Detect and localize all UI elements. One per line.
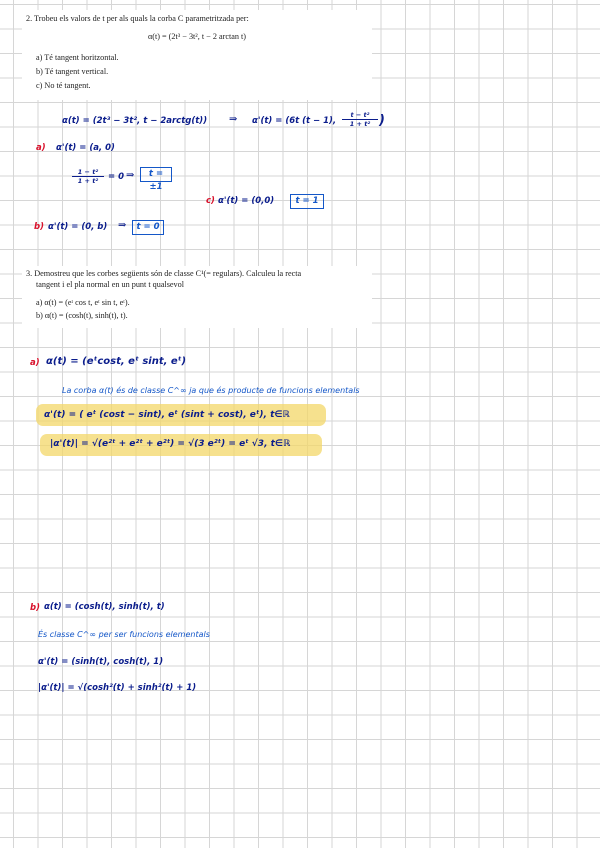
- work3b-label: b): [30, 603, 40, 613]
- work2-a-arrow: ⇒: [126, 170, 135, 181]
- work2-derivative-frac-den: 1 + t²: [342, 119, 378, 128]
- work2-a-frac-den: 1 + t²: [72, 176, 104, 185]
- work2-c-label: c): [206, 196, 215, 206]
- work2-b-result-box: t = 0: [132, 220, 164, 235]
- problem-2-statement: [22, 10, 372, 100]
- work3b-norm: |α'(t)| = √(cosh²(t) + sinh²(t) + 1): [38, 683, 197, 693]
- problem-3-text-line2: tangent i el pla normal en un punt t qualsevol: [36, 280, 185, 289]
- work3b-class-sentence: És classe C^∞ per ser funcions elementals: [38, 630, 210, 639]
- work2-c-result-box: t = 1: [290, 194, 324, 209]
- work2-c-equation: α'(t) = (0,0): [218, 196, 275, 206]
- problem-3-item-b: b) α(t) = (cosh(t), sinh(t), t).: [36, 311, 128, 320]
- work3b-alpha: α(t) = (cosh(t), sinh(t), t): [44, 602, 165, 612]
- work2-a-equation: α'(t) = (a, 0): [56, 143, 115, 153]
- work2-a-equals-zero: = 0: [108, 172, 124, 182]
- work2-close-paren: ): [379, 113, 385, 128]
- work2-derivative-fraction: [342, 111, 378, 128]
- work3a-label: a): [30, 358, 40, 368]
- work2-b-label: b): [34, 222, 44, 232]
- work2-derivative: α'(t) = (6t (t − 1),: [252, 116, 337, 126]
- problem-2-text: 2. Trobeu els valors de t per als quals la corba C parametritzada per:: [26, 14, 249, 23]
- work2-alpha-def: α(t) = (2t³ − 3t², t − 2arctg(t)): [62, 116, 208, 126]
- problem-3-text-line1: 3. Demostreu que les corbes següents són de classe C¹(= regulars). Calculeu la recta: [26, 269, 302, 278]
- work3a-alpha: α(t) = (eᵗcost, eᵗ sint, eᵗ): [46, 356, 187, 367]
- work2-derivative-frac-num: t − t²: [350, 111, 370, 119]
- work3a-class-sentence: La corba α(t) és de classe C^∞ ja que és producte de funcions elementals: [62, 386, 360, 395]
- work2-a-frac-num: 1 − t²: [77, 168, 99, 176]
- work2-a-fraction: [72, 168, 104, 185]
- work2-b-arrow: ⇒: [118, 220, 127, 231]
- work2-b-equation: α'(t) = (0, b): [48, 222, 108, 232]
- work2-a-label: a): [36, 143, 46, 153]
- problem-2-formula: α(t) = (2t³ − 3t², t − 2 arctan t): [147, 32, 247, 41]
- problem-2-item-a: a) Té tangent horitzontal.: [36, 53, 119, 62]
- problem-2-item-b: b) Té tangent vertical.: [36, 67, 109, 76]
- work3b-derivative: α'(t) = (sinh(t), cosh(t), 1): [38, 657, 164, 667]
- problem-3-statement: [22, 266, 372, 328]
- work2-a-result-box: t = ±1: [140, 167, 172, 182]
- work3a-norm: |α'(t)| = √(e²ᵗ + e²ᵗ + e²ᵗ) = √(3 e²ᵗ) = eᵗ √3, t∈ℝ: [50, 439, 291, 449]
- work2-implies-arrow: ⇒: [229, 114, 238, 125]
- problem-3-item-a: a) α(t) = (eᵗ cos t, eᵗ sin t, eᵗ).: [36, 298, 130, 307]
- work3a-derivative: α'(t) = ( eᵗ (cost − sint), eᵗ (sint + cost), eᵗ), t∈ℝ: [44, 410, 290, 420]
- problem-2-item-c: c) No té tangent.: [36, 81, 91, 90]
